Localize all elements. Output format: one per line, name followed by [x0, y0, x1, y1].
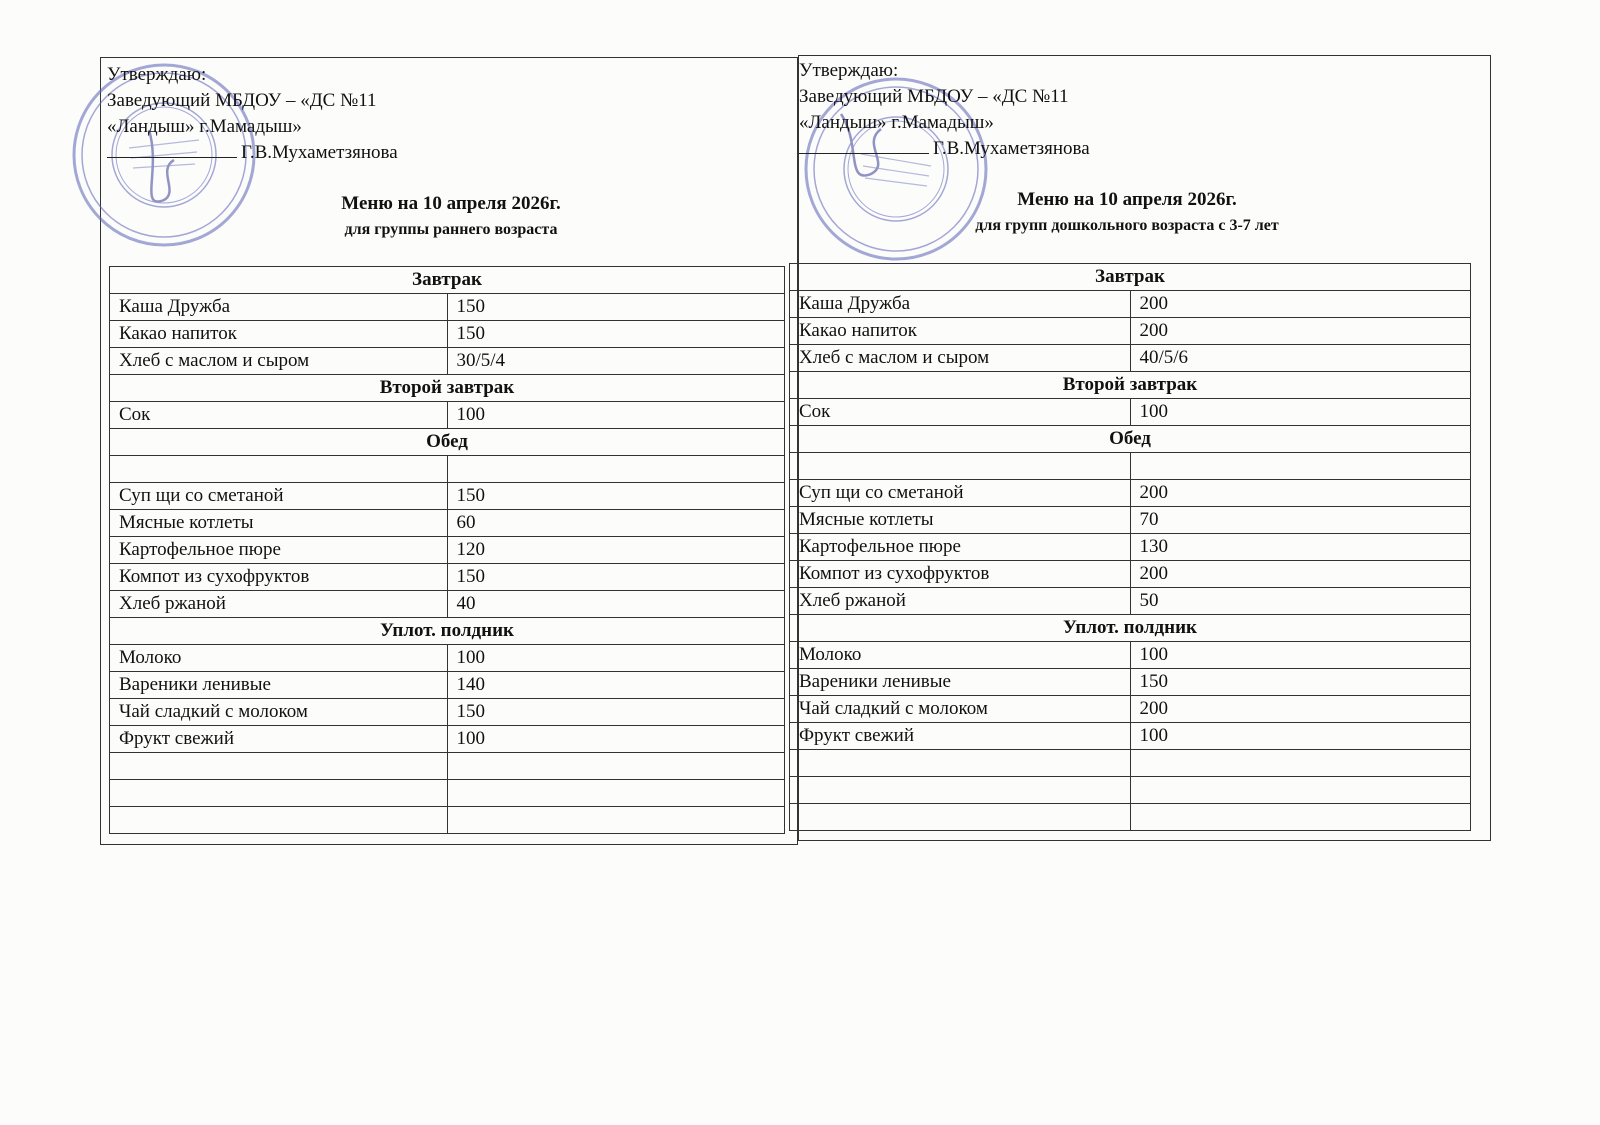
- dish-portion: 150: [447, 699, 785, 726]
- section-snack: Уплот. полдник: [790, 615, 1471, 642]
- table-row-empty: [110, 780, 785, 807]
- table-row: [110, 402, 785, 429]
- dish-portion: [447, 807, 785, 834]
- table-row: [790, 291, 1471, 318]
- menu-panel-early-age: [100, 57, 798, 845]
- table-row: [790, 669, 1471, 696]
- section-breakfast: Завтрак: [110, 267, 785, 294]
- dish-portion: 40: [447, 591, 785, 618]
- section-row: [790, 372, 1471, 399]
- dish-name: [790, 777, 1131, 804]
- dish-portion: [447, 753, 785, 780]
- approval-organization: «Ландыш» г.Мамадыш»: [107, 116, 302, 137]
- menu-heading: [296, 190, 606, 242]
- table-row: [110, 294, 785, 321]
- section-row: [110, 375, 785, 402]
- table-row-empty: [110, 753, 785, 780]
- table-row: [110, 510, 785, 537]
- approval-label: Утверждаю:: [799, 60, 899, 81]
- dish-portion: 150: [447, 321, 785, 348]
- table-row: [110, 591, 785, 618]
- table-row: [110, 726, 785, 753]
- dish-name: Каша Дружба: [790, 291, 1131, 318]
- dish-name: Мясные котлеты: [110, 510, 448, 537]
- menu-heading: [917, 186, 1337, 238]
- dish-name: [790, 804, 1131, 831]
- dish-name: Чай сладкий с молоком: [110, 699, 448, 726]
- dish-portion: 100: [1130, 723, 1471, 750]
- dish-portion: 200: [1130, 561, 1471, 588]
- dish-portion: [447, 456, 785, 483]
- table-row-empty: [110, 456, 785, 483]
- dish-portion: 100: [447, 726, 785, 753]
- section-breakfast: Завтрак: [790, 264, 1471, 291]
- dish-name: [110, 807, 448, 834]
- dish-portion: 100: [447, 645, 785, 672]
- dish-name: Суп щи со сметаной: [790, 480, 1131, 507]
- dish-name: [110, 456, 448, 483]
- table-row: [110, 348, 785, 375]
- table-row: [790, 696, 1471, 723]
- dish-portion: 100: [1130, 642, 1471, 669]
- menu-title: Меню на 10 апреля 2026г.: [341, 193, 561, 214]
- dish-name: Картофельное пюре: [790, 534, 1131, 561]
- dish-name: Фрукт свежий: [110, 726, 448, 753]
- table-row: [110, 537, 785, 564]
- approval-organization: «Ландыш» г.Мамадыш»: [799, 112, 994, 133]
- dish-portion: 200: [1130, 480, 1471, 507]
- table-row: [110, 483, 785, 510]
- table-row: [790, 318, 1471, 345]
- dish-portion: [1130, 453, 1471, 480]
- approval-signature-line: [799, 136, 1090, 162]
- table-row-empty: [790, 804, 1471, 831]
- menu-title: Меню на 10 апреля 2026г.: [1017, 189, 1237, 210]
- approval-label: Утверждаю:: [107, 64, 207, 85]
- dish-portion: 150: [447, 294, 785, 321]
- dish-name: Хлеб ржаной: [110, 591, 448, 618]
- section-row: [790, 615, 1471, 642]
- section-second-breakfast: Второй завтрак: [110, 375, 785, 402]
- table-row-empty: [790, 453, 1471, 480]
- menu-table: [789, 263, 1471, 831]
- section-lunch: Обед: [790, 426, 1471, 453]
- dish-portion: 120: [447, 537, 785, 564]
- dish-name: Вареники ленивые: [790, 669, 1131, 696]
- table-row: [790, 723, 1471, 750]
- dish-portion: 30/5/4: [447, 348, 785, 375]
- dish-name: Компот из сухофруктов: [790, 561, 1131, 588]
- dish-portion: 150: [447, 483, 785, 510]
- dish-portion: [1130, 750, 1471, 777]
- table-row: [790, 399, 1471, 426]
- table-row: [790, 588, 1471, 615]
- table-row: [110, 699, 785, 726]
- section-row: [790, 426, 1471, 453]
- dish-portion: 70: [1130, 507, 1471, 534]
- dish-portion: 200: [1130, 291, 1471, 318]
- dish-name: Каша Дружба: [110, 294, 448, 321]
- approval-signatory: Г.В.Мухаметзянова: [241, 142, 398, 163]
- dish-portion: 150: [447, 564, 785, 591]
- approval-position: Заведующий МБДОУ – «ДС №11: [107, 90, 377, 111]
- dish-name: [110, 753, 448, 780]
- dish-name: Сок: [790, 399, 1131, 426]
- approval-signatory: Г.В.Мухаметзянова: [933, 138, 1090, 159]
- dish-portion: 50: [1130, 588, 1471, 615]
- dish-name: Хлеб с маслом и сыром: [790, 345, 1131, 372]
- table-row: [110, 564, 785, 591]
- dish-name: Вареники ленивые: [110, 672, 448, 699]
- menu-table: [109, 266, 785, 834]
- section-second-breakfast: Второй завтрак: [790, 372, 1471, 399]
- dish-name: Хлеб с маслом и сыром: [110, 348, 448, 375]
- dish-name: [790, 453, 1131, 480]
- dish-name: Фрукт свежий: [790, 723, 1131, 750]
- dish-name: Чай сладкий с молоком: [790, 696, 1131, 723]
- dish-name: Мясные котлеты: [790, 507, 1131, 534]
- approval-block: [799, 58, 1090, 162]
- dish-portion: 150: [1130, 669, 1471, 696]
- dish-name: Какао напиток: [110, 321, 448, 348]
- approval-position: Заведующий МБДОУ – «ДС №11: [799, 86, 1069, 107]
- dish-name: Какао напиток: [790, 318, 1131, 345]
- dish-portion: [447, 780, 785, 807]
- section-row: [110, 618, 785, 645]
- dish-name: Молоко: [790, 642, 1131, 669]
- dish-name: Картофельное пюре: [110, 537, 448, 564]
- dish-name: Компот из сухофруктов: [110, 564, 448, 591]
- table-row: [790, 561, 1471, 588]
- section-lunch: Обед: [110, 429, 785, 456]
- menu-subtitle: для группы раннего возраста: [344, 221, 558, 238]
- section-row: [790, 264, 1471, 291]
- dish-portion: 40/5/6: [1130, 345, 1471, 372]
- table-row-empty: [790, 750, 1471, 777]
- dish-name: [110, 780, 448, 807]
- section-snack: Уплот. полдник: [110, 618, 785, 645]
- section-row: [110, 429, 785, 456]
- table-row: [110, 645, 785, 672]
- approval-signature-line: [107, 140, 398, 166]
- menu-panel-preschool: [798, 55, 1491, 841]
- table-row-empty: [110, 807, 785, 834]
- dish-portion: 60: [447, 510, 785, 537]
- dish-name: Суп щи со сметаной: [110, 483, 448, 510]
- table-row: [790, 642, 1471, 669]
- dish-name: [790, 750, 1131, 777]
- dish-portion: 200: [1130, 318, 1471, 345]
- signature-underline: [799, 137, 929, 154]
- dish-portion: 140: [447, 672, 785, 699]
- dish-portion: 200: [1130, 696, 1471, 723]
- dish-name: Сок: [110, 402, 448, 429]
- dish-name: Молоко: [110, 645, 448, 672]
- section-row: [110, 267, 785, 294]
- table-row: [790, 507, 1471, 534]
- table-row: [110, 672, 785, 699]
- dish-portion: 100: [1130, 399, 1471, 426]
- menu-subtitle: для групп дошкольного возраста с 3-7 лет: [975, 217, 1279, 234]
- table-row: [110, 321, 785, 348]
- dish-portion: 100: [447, 402, 785, 429]
- dish-name: Хлеб ржаной: [790, 588, 1131, 615]
- dish-portion: [1130, 777, 1471, 804]
- approval-block: [107, 62, 398, 166]
- table-row-empty: [790, 777, 1471, 804]
- table-row: [790, 534, 1471, 561]
- table-row: [790, 480, 1471, 507]
- dish-portion: [1130, 804, 1471, 831]
- signature-underline: [107, 141, 237, 158]
- dish-portion: 130: [1130, 534, 1471, 561]
- table-row: [790, 345, 1471, 372]
